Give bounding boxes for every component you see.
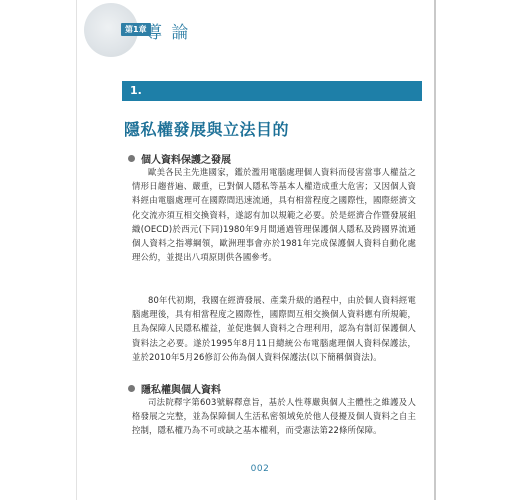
page-number: 002 xyxy=(250,464,270,474)
subsection-heading xyxy=(128,381,221,396)
subsection-title: 個人資料保護之發展 xyxy=(141,155,231,166)
chapter-title: 導 論 xyxy=(145,23,191,43)
chapter-badge: 第1章 xyxy=(121,23,151,36)
subsection-title: 隱私權與個人資料 xyxy=(141,385,221,396)
subsection-heading xyxy=(128,151,231,166)
main-heading: 隱私權發展與立法目的 xyxy=(124,120,290,139)
paragraph: 歐美各民主先進國家，鑑於濫用電腦處理個人資料而侵害當事人權益之情形日趨普遍、嚴重，已對個人隱私等基本人權造成重大危害；又因個人資料經由電腦處理可在國際間迅速流通，具有相當程度之國際性，國際經濟文化交流亦須互相交換資料，遂認有加以規範之必要。於是經濟合作暨發展組織(OECD)於西元(下同)1980年9月間通過管理保護個人隱私及跨國界流通個人資料之指導綱領，歐洲理事會亦於1981年完成保護個人資料自動化處理公約，並提出八項原則供各國參考。 xyxy=(132,167,416,263)
paragraph: 80年代初期，我國在經濟發展、產業升級的過程中，由於個人資料經電腦處理後，具有相當程度之國際性，國際間互相交換個人資料應有所規範，且為保障人民隱私權益，並促進個人資料之合理利用，認為有制訂保護個人資料法之必要。遂於1995年8月11日總統公布電腦處理個人資料保護法，並於2010年5月26修訂公佈為個人資料保護法(以下簡稱個資法)。 xyxy=(132,295,416,362)
bullet-icon xyxy=(128,155,135,162)
paragraph: 司法院釋字第603號解釋意旨，基於人性尊嚴與個人主體性之維護及人格發展之完整，並為保障個人生活私密領域免於他人侵擾及個人資料之自主控制，隱私權乃為不可或缺之基本權利，而受憲法第22條所保障。 xyxy=(132,397,416,436)
page-edge-right xyxy=(434,0,436,500)
section-bar xyxy=(122,81,422,101)
bullet-icon xyxy=(128,385,135,392)
section-number: 1. xyxy=(130,84,142,97)
page-edge-left xyxy=(76,0,77,500)
